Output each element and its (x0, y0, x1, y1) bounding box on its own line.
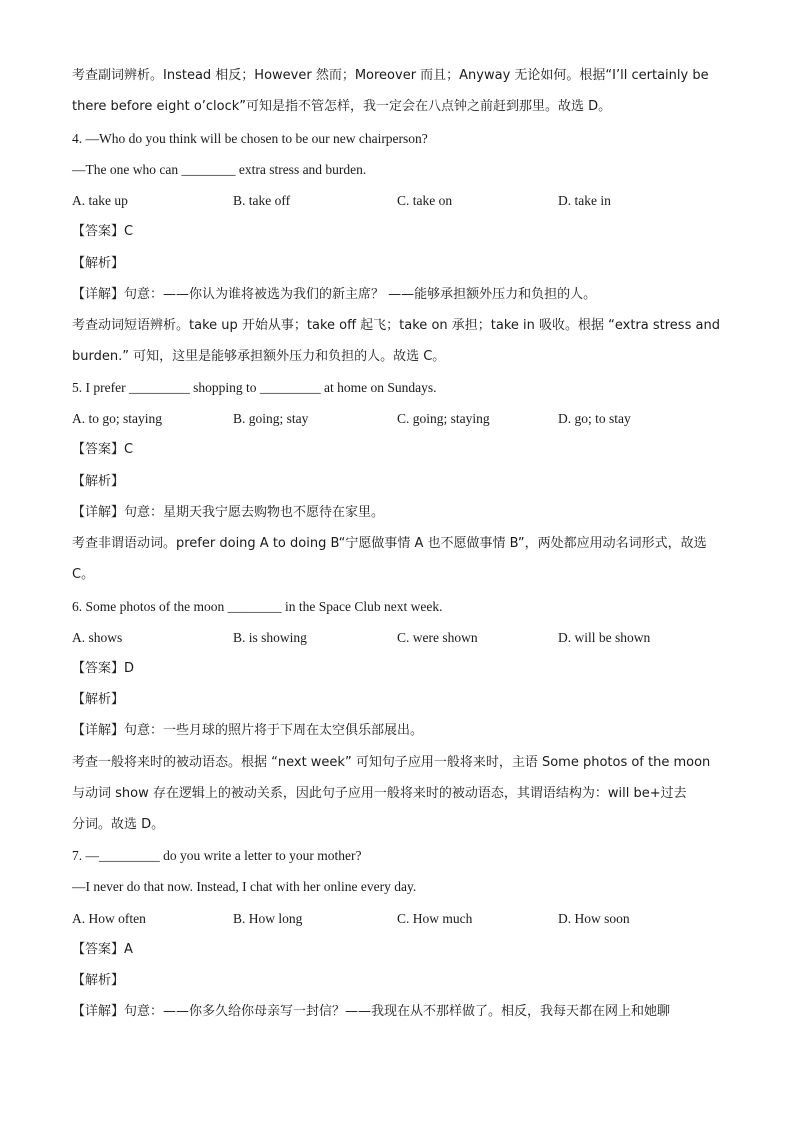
q4-option-b: B. take off (233, 193, 291, 208)
q4-explain-1: 考查动词短语辨析。take up 开始从事；take off 起飞；take on 承担；take in 吸收。根据 “extra stress and (72, 318, 720, 333)
q6-explain-1: 考查一般将来时的被动语态。根据 “next week” 可知句子应用一般将来时，主语 Some photos of the moon (72, 755, 711, 770)
q7-detail: 【详解】句意：——你多久给你母亲写一封信？——我现在从不那样做了。相反，我每天都在网上和她聊 (72, 1004, 671, 1019)
q5-stem-1: 5. I prefer _________ shopping to _________ at home on Sundays. (72, 380, 437, 395)
q7-stem-1: 7. —_________ do you write a letter to your mother? (72, 848, 362, 863)
q7-analysis: 【解析】 (72, 973, 125, 988)
q6-option-b: B. is showing (233, 630, 307, 645)
q7-option-a: A. How often (72, 911, 146, 926)
q6-stem-1: 6. Some photos of the moon ________ in the Space Club next week. (72, 599, 443, 614)
q4-stem-1: 4. —Who do you think will be chosen to be our new chairperson? (72, 131, 428, 146)
q5-detail: 【详解】句意：星期天我宁愿去购物也不愿待在家里。 (72, 505, 385, 520)
q7-answer: 【答案】A (72, 942, 133, 957)
q6-answer: 【答案】D (72, 661, 135, 676)
q6-analysis: 【解析】 (72, 692, 125, 707)
q4-option-c: C. take on (397, 193, 453, 208)
q6-option-c: C. were shown (397, 630, 478, 645)
intro-line-2: there before eight o’clock”可知是指不管怎样，我一定会在八点钟之前赶到那里。故选 D。 (72, 99, 612, 114)
q5-option-a: A. to go; staying (72, 411, 162, 426)
q6-detail: 【详解】句意：一些月球的照片将于下周在太空俱乐部展出。 (72, 723, 424, 738)
q5-option-c: C. going; staying (397, 411, 490, 426)
q6-explain-2: 与动词 show 存在逻辑上的被动关系，因此句子应用一般将来时的被动语态，其谓语结构为：will be+过去 (72, 786, 687, 801)
q5-analysis: 【解析】 (72, 474, 125, 489)
q6-option-a: A. shows (72, 630, 123, 645)
q4-stem-2: —The one who can ________ extra stress and burden. (72, 162, 367, 177)
q5-answer: 【答案】C (72, 442, 134, 457)
q6-option-d: D. will be shown (558, 630, 651, 645)
q5-explain-2: C。 (72, 567, 95, 582)
q4-option-a: A. take up (72, 193, 128, 208)
intro-line-1: 考查副词辨析。Instead 相反；However 然而；Moreover 而且；Anyway 无论如何。根据“I’ll certainly be (72, 68, 709, 83)
q7-option-d: D. How soon (558, 911, 630, 926)
q7-option-b: B. How long (233, 911, 303, 926)
q5-option-b: B. going; stay (233, 411, 309, 426)
q7-option-c: C. How much (397, 911, 473, 926)
q5-explain-1: 考查非谓语动词。prefer doing A to doing B“宁愿做事情 A 也不愿做事情 B”，两处都应用动名词形式，故选 (72, 536, 707, 551)
q7-stem-2: —I never do that now. Instead, I chat with her online every day. (72, 879, 417, 894)
q4-option-d: D. take in (558, 193, 611, 208)
q4-explain-2: burden.” 可知，这里是能够承担额外压力和负担的人。故选 C。 (72, 349, 446, 364)
q4-detail: 【详解】句意：——你认为谁将被选为我们的新主席？ ——能够承担额外压力和负担的人。 (72, 287, 597, 302)
q5-option-d: D. go; to stay (558, 411, 631, 426)
q6-explain-3: 分词。故选 D。 (72, 817, 165, 832)
q4-analysis: 【解析】 (72, 256, 125, 271)
q4-answer: 【答案】C (72, 224, 134, 239)
